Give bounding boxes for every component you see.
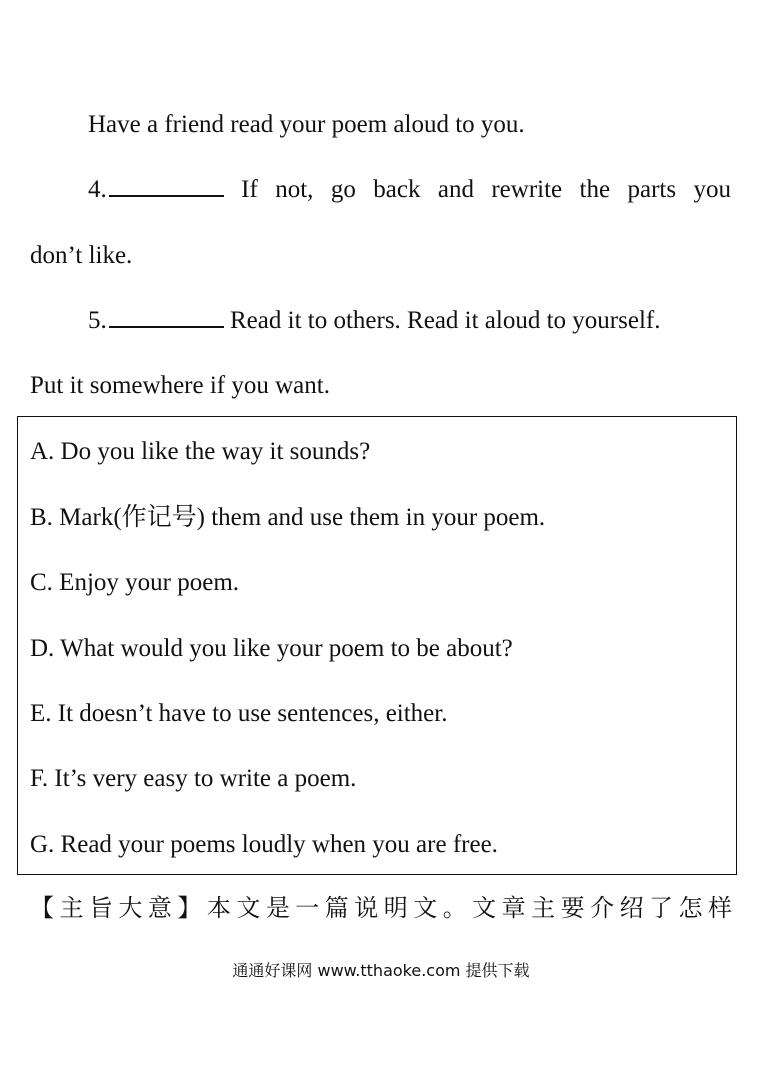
question-4-line	[88, 177, 731, 202]
question-4-text: If not, go back and rewrite the parts you	[241, 176, 732, 203]
option-a: A. Do you like the way it sounds?	[30, 438, 371, 465]
option-c: C. Enjoy your poem.	[30, 569, 240, 596]
option-g: G. Read your poems loudly when you are free.	[30, 831, 498, 858]
option-f: F. It’s very easy to write a poem.	[30, 765, 357, 792]
footer-credit: 通通好课网 www.tthaoke.com 提供下载	[232, 961, 530, 980]
summary-heading: 【主旨大意】本文是一篇说明文。文章主要介绍了怎样	[30, 894, 732, 922]
question-5-text: Read it to others. Read it aloud to yourself.	[230, 307, 661, 334]
option-d: D. What would you like your poem to be about?	[30, 635, 513, 662]
passage-line-1: Have a friend read your poem aloud to you.	[88, 111, 525, 138]
option-b: B. Mark(作记号) them and use them in your poem.	[30, 504, 546, 531]
options-box	[17, 416, 737, 875]
question-5-number: 5.	[88, 307, 107, 334]
question-5-line	[88, 308, 660, 333]
option-e: E. It doesn’t have to use sentences, either.	[30, 700, 448, 727]
answer-blank-5[interactable]	[109, 308, 224, 328]
question-4-continued: don’t like.	[30, 242, 133, 269]
question-4-number: 4.	[88, 176, 107, 203]
answer-blank-4[interactable]	[109, 177, 224, 197]
question-5-continued: Put it somewhere if you want.	[30, 372, 330, 399]
